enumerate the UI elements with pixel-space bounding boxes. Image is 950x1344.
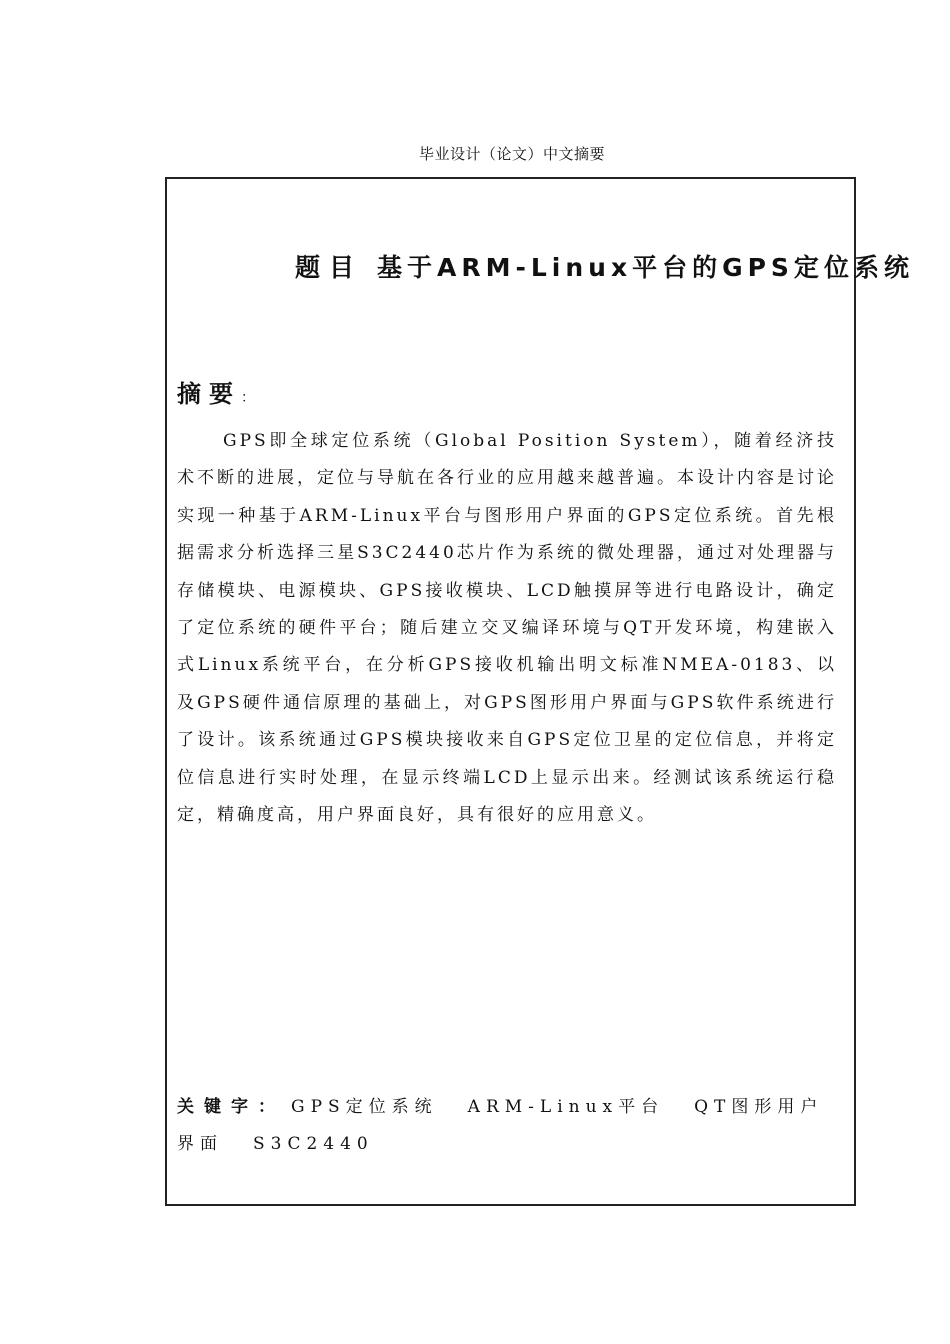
keyword-item: ARM-Linux平台	[467, 1097, 665, 1117]
title-label: 题目	[295, 253, 364, 282]
abstract-heading-colon: ：	[241, 390, 255, 406]
keywords-label: 关键字：	[177, 1097, 285, 1117]
page-header: 毕业设计（论文）中文摘要	[418, 145, 605, 163]
abstract-heading	[177, 374, 255, 409]
thesis-title	[295, 248, 914, 284]
abstract-body: GPS即全球定位系统（Global Position System），随着经济技术不断的进展，定位与导航在各行业的应用越来越普遍。本设计内容是讨论实现一种基于ARM-Linux平台与图形用户界面的GPS定位系统。首先根据需求分析选择三星S3C2440芯片作为系统的微处理器，通过对处理器与存储模块、电源模块、GPS接收模块、LCD触摸屏等进行电路设计，确定了定位系统的硬件平台；随后建立交叉编译环境与QT开发环境，构建嵌入式Linux系统平台，在分析GPS接收机输出明文标准NMEA-0183、以及GPS硬件通信原理的基础上，对GPS图形用户界面与GPS软件系统进行了设计。该系统通过GPS模块接收来自GPS定位卫星的定位信息，并将定位信息进行实时处理，在显示终端LCD上显示出来。经测试该系统运行稳定，精确度高，用户界面良好，具有很好的应用意义。	[177, 431, 837, 826]
title-text: 基于ARM-Linux平台的GPS定位系统	[377, 253, 914, 282]
keyword-item: GPS定位系统	[291, 1097, 438, 1117]
keywords	[177, 1089, 837, 1164]
keyword-item: S3C2440	[253, 1134, 374, 1155]
keyword-item: QT图形用户界面	[177, 1097, 824, 1155]
abstract-heading-text: 摘要	[177, 380, 241, 408]
